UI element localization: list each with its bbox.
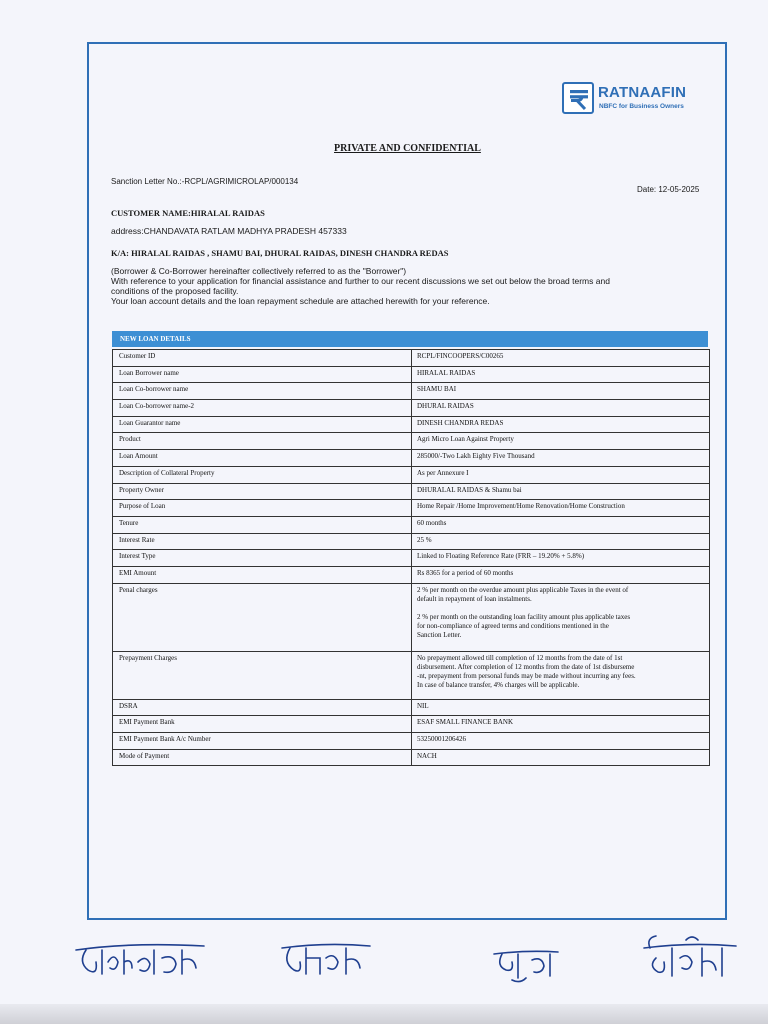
penal-line: 2 % per month on the outstanding loan facility amount plus applicable taxes <box>417 612 631 621</box>
logo-name: RATNAAFIN <box>598 84 687 101</box>
row-label: Customer ID <box>113 350 412 367</box>
table-row <box>113 550 710 567</box>
row-value: Agri Micro Loan Against Property <box>412 433 710 450</box>
signature-hiralal <box>72 928 212 984</box>
table-row <box>113 516 710 533</box>
table-row <box>113 699 710 716</box>
known-as-line: K/A: HIRALAL RAIDAS , SHAMU BAI, DHURAL RAIDAS, DINESH CHANDRA REDAS <box>111 248 449 258</box>
row-value: 53250001206426 <box>412 733 710 750</box>
customer-address: address:CHANDAVATA RATLAM MADHYA PRADESH 457333 <box>111 226 347 236</box>
row-label: Loan Co-borrower name-2 <box>113 400 412 417</box>
logo-tagline: NBFC for Business Owners <box>599 103 684 110</box>
table-row <box>113 450 710 467</box>
row-label: Loan Co-borrower name <box>113 383 412 400</box>
penal-line: 2 % per month on the overdue amount plus applicable Taxes in the event of <box>417 585 629 594</box>
row-value: ESAF SMALL FINANCE BANK <box>412 716 710 733</box>
table-row <box>113 433 710 450</box>
intro-line: conditions of the proposed facility. <box>111 286 239 296</box>
ratnaafin-logo <box>562 82 712 116</box>
row-label: EMI Amount <box>113 566 412 583</box>
row-value: NIL <box>412 699 710 716</box>
prepayment-line: No prepayment allowed till completion of 12 months from the date of 1st <box>417 653 623 662</box>
row-value: DHURAL RAIDAS <box>412 400 710 417</box>
row-label: EMI Payment Bank <box>113 716 412 733</box>
row-value: 60 months <box>412 516 710 533</box>
page-edge <box>0 1004 768 1024</box>
loan-details-title: NEW LOAN DETAILS <box>120 335 191 343</box>
row-value: As per Annexure I <box>412 466 710 483</box>
row-label: Loan Guarantor name <box>113 416 412 433</box>
prepayment-line: In case of balance transfer, 4% charges will be applicable. <box>417 680 580 689</box>
signature-shamu <box>280 934 372 982</box>
row-label: DSRA <box>113 699 412 716</box>
table-row <box>113 383 710 400</box>
table-row <box>113 749 710 766</box>
table-row <box>113 651 710 699</box>
row-label: Purpose of Loan <box>113 500 412 517</box>
signature-dinesh <box>642 932 738 982</box>
rupee-logo-icon <box>562 82 594 114</box>
row-label: Penal charges <box>113 583 412 651</box>
intro-line: With reference to your application for financial assistance and further to our recent discussions we set out below the broad terms and <box>111 276 610 286</box>
row-value: RCPL/FINCOOPERS/C00265 <box>412 350 710 367</box>
prepayment-line: -nt, prepayment from personal funds may be made without incurring any fees. <box>417 671 636 680</box>
intro-paragraph <box>111 266 691 306</box>
row-label: Interest Rate <box>113 533 412 550</box>
letter-date: Date: 12-05-2025 <box>637 185 700 194</box>
row-label: Property Owner <box>113 483 412 500</box>
row-label: Tenure <box>113 516 412 533</box>
table-row <box>113 366 710 383</box>
row-value: Home Repair /Home Improvement/Home Renovation/Home Construction <box>412 500 710 517</box>
row-value: NACH <box>412 749 710 766</box>
row-value: HIRALAL RAIDAS <box>412 366 710 383</box>
table-row <box>113 533 710 550</box>
penal-charges-value <box>412 583 710 651</box>
table-row <box>113 733 710 750</box>
penal-line: default in repayment of loan instalments. <box>417 594 532 603</box>
loan-details-header <box>112 331 708 347</box>
row-value: Rs 8365 for a period of 60 months <box>412 566 710 583</box>
table-row <box>113 500 710 517</box>
row-label: Loan Borrower name <box>113 366 412 383</box>
penal-line: for non-compliance of agreed terms and conditions mentioned in the <box>417 621 609 630</box>
row-value: 285000/-Two Lakh Eighty Five Thousand <box>412 450 710 467</box>
table-row <box>113 716 710 733</box>
row-label: Prepayment Charges <box>113 651 412 699</box>
intro-line: Your loan account details and the loan repayment schedule are attached herewith for your reference. <box>111 296 490 306</box>
signature-area <box>0 920 768 1000</box>
letter-heading: PRIVATE AND CONFIDENTIAL <box>334 143 481 154</box>
prepayment-value <box>412 651 710 699</box>
sanction-letter-number: Sanction Letter No.:-RCPL/AGRIMICROLAP/000134 <box>111 177 299 186</box>
prepayment-line: disbursement. After completion of 12 months from the date of 1st disburseme <box>417 662 635 671</box>
row-label: Interest Type <box>113 550 412 567</box>
row-label: Description of Collateral Property <box>113 466 412 483</box>
customer-name: CUSTOMER NAME:HIRALAL RAIDAS <box>111 208 265 218</box>
table-row <box>113 583 710 651</box>
intro-line: (Borrower & Co-Borrower hereinafter collectively referred to as the "Borrower") <box>111 266 407 276</box>
row-label: EMI Payment Bank A/c Number <box>113 733 412 750</box>
penal-line: Sanction Letter. <box>417 630 462 639</box>
row-label: Loan Amount <box>113 450 412 467</box>
row-label: Mode of Payment <box>113 749 412 766</box>
row-value: Linked to Floating Reference Rate (FRR – 19.20% + 5.8%) <box>412 550 710 567</box>
row-value: DHURALAL RAIDAS & Shamu bai <box>412 483 710 500</box>
row-label: Product <box>113 433 412 450</box>
signature-dhura <box>492 940 560 984</box>
row-value: DINESH CHANDRA REDAS <box>412 416 710 433</box>
table-row <box>113 416 710 433</box>
loan-details-table <box>112 349 710 766</box>
table-row <box>113 566 710 583</box>
row-value: 25 % <box>412 533 710 550</box>
table-row <box>113 350 710 367</box>
row-value: SHAMU BAI <box>412 383 710 400</box>
table-row <box>113 483 710 500</box>
table-row <box>113 400 710 417</box>
table-row <box>113 466 710 483</box>
penal-spacer <box>417 604 703 613</box>
